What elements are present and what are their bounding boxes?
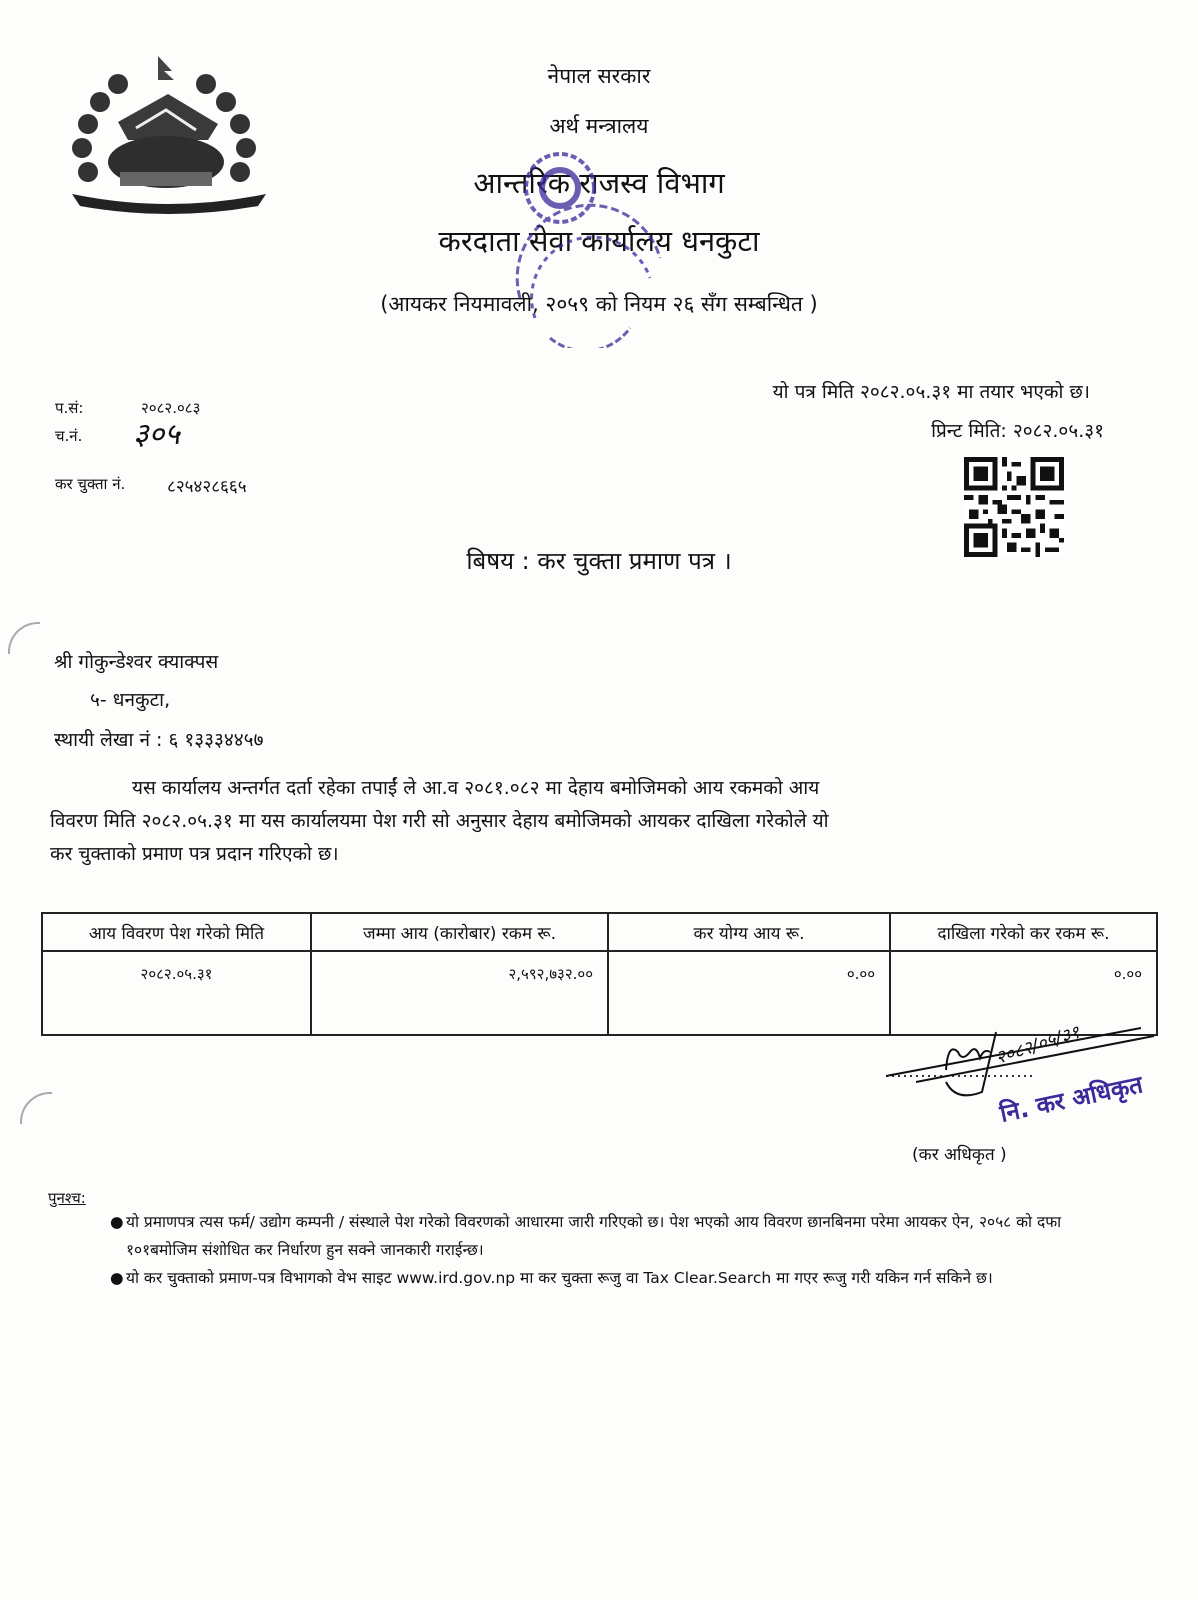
cell-taxable-income: ०.००	[608, 951, 890, 1035]
officer-signature	[886, 1022, 1166, 1132]
subject-line: बिषय : कर चुक्ता प्रमाण पत्र ।	[466, 547, 732, 575]
clearance-number-value: ८२५४२८६६५	[167, 477, 247, 497]
paragraph-line-2: विवरण मिति २०८२.०५.३१ मा यस कार्यालयमा पेश गरी सो अनुसार देहाय बमोजिमको आयकर दाखिला गरेकोले यो	[50, 810, 829, 832]
table-header-row	[42, 913, 1157, 951]
postscript-title: पुनश्च:	[48, 1189, 86, 1207]
addressee-name: श्री गोकुन्डेश्वर क्याक्पस	[54, 651, 219, 673]
government-name: नेपाल सरकार	[547, 64, 651, 88]
office-name: करदाता सेवा कार्यालय धनकुटा	[438, 224, 760, 258]
paragraph-line-1: यस कार्यालय अन्तर्गत दर्ता रहेका तपाईं ले आ.व २०८१.०८२ मा देहाय बमोजिमको आय रकमको आय	[132, 777, 820, 799]
print-date	[931, 417, 1104, 443]
signature-date: २०८२/०५/३१	[993, 1022, 1083, 1069]
certificate-paragraph	[50, 772, 1140, 871]
punch-hole-mark	[20, 1092, 52, 1124]
office-seal-stamp	[510, 148, 700, 348]
print-date-value: २०८२.०५.३१	[1012, 420, 1104, 442]
punch-hole-mark	[8, 622, 40, 654]
addressee-address: ५- धनकुटा,	[90, 689, 171, 711]
ministry-name: अर्थ मन्त्रालय	[549, 114, 649, 138]
column-header-taxable-income: कर योग्य आय रू.	[608, 913, 890, 951]
officer-designation: (कर अधिकृत )	[912, 1145, 1007, 1165]
postscript-note-2: ● यो कर चुक्ताको प्रमाण-पत्र विभागको वेभ साइट www.ird.gov.np मा कर चुक्ता रूजु वा Tax Clear.Search मा गएर रूजु गरी यकिन गर्न सकिने छ।	[110, 1264, 1110, 1292]
department-name: आन्तरिक राजस्व विभाग	[473, 166, 725, 200]
dispatch-number-label: च.नं.	[55, 427, 83, 445]
postscript-note-1: ● यो प्रमाणपत्र त्यस फर्म/ उद्योग कम्पनी / संस्थाले पेश गरेको विवरणको आधारमा जारी गरिएको छ। पेश भएको आय विवरण छानबिनमा परेमा आयकर ऐन, २०५८ को दफा १०१बमोजिम संशोधित कर निर्धारण हुन सक्ने जानकारी गराईन्छ।	[110, 1208, 1110, 1264]
letter-number-value: २०८२.०८३	[141, 399, 201, 417]
pan-value: ६ १३३३४४५७	[168, 729, 264, 751]
pan-number	[54, 726, 263, 752]
cell-return-date: २०८२.०५.३१	[42, 951, 311, 1035]
postscript-notes	[110, 1208, 1110, 1292]
cell-tax-paid: ०.००	[890, 951, 1157, 1035]
cell-total-income: २,५९२,७३२.००	[311, 951, 608, 1035]
column-header-tax-paid: दाखिला गरेको कर रकम रू.	[890, 913, 1157, 951]
print-date-label: प्रिन्ट मिति:	[931, 420, 1007, 442]
clearance-number-label: कर चुक्ता नं.	[55, 475, 126, 493]
pan-label: स्थायी लेखा नं :	[54, 729, 163, 751]
bullet-icon: ●	[110, 1269, 124, 1287]
letter-number-label: प.सं:	[55, 399, 84, 417]
dispatch-number-handwritten: ३०५	[133, 417, 180, 452]
prepared-date-note: यो पत्र मिति २०८२.०५.३१ मा तयार भएको छ।	[772, 381, 1090, 403]
tax-clearance-table	[41, 912, 1158, 1036]
bullet-icon: ●	[110, 1213, 124, 1231]
column-header-total-income: जम्मा आय (कारोबार) रकम रू.	[311, 913, 608, 951]
paragraph-line-3: कर चुक्ताको प्रमाण पत्र प्रदान गरिएको छ।	[50, 843, 339, 865]
rule-reference: (आयकर नियमावली, २०५९ को नियम २६ सँग सम्बन्धित )	[380, 292, 818, 316]
officer-stamp-title: नि. कर अधिकृत	[997, 1070, 1146, 1128]
qr-code	[962, 457, 1066, 557]
column-header-return-date: आय विवरण पेश गरेको मिति	[42, 913, 311, 951]
